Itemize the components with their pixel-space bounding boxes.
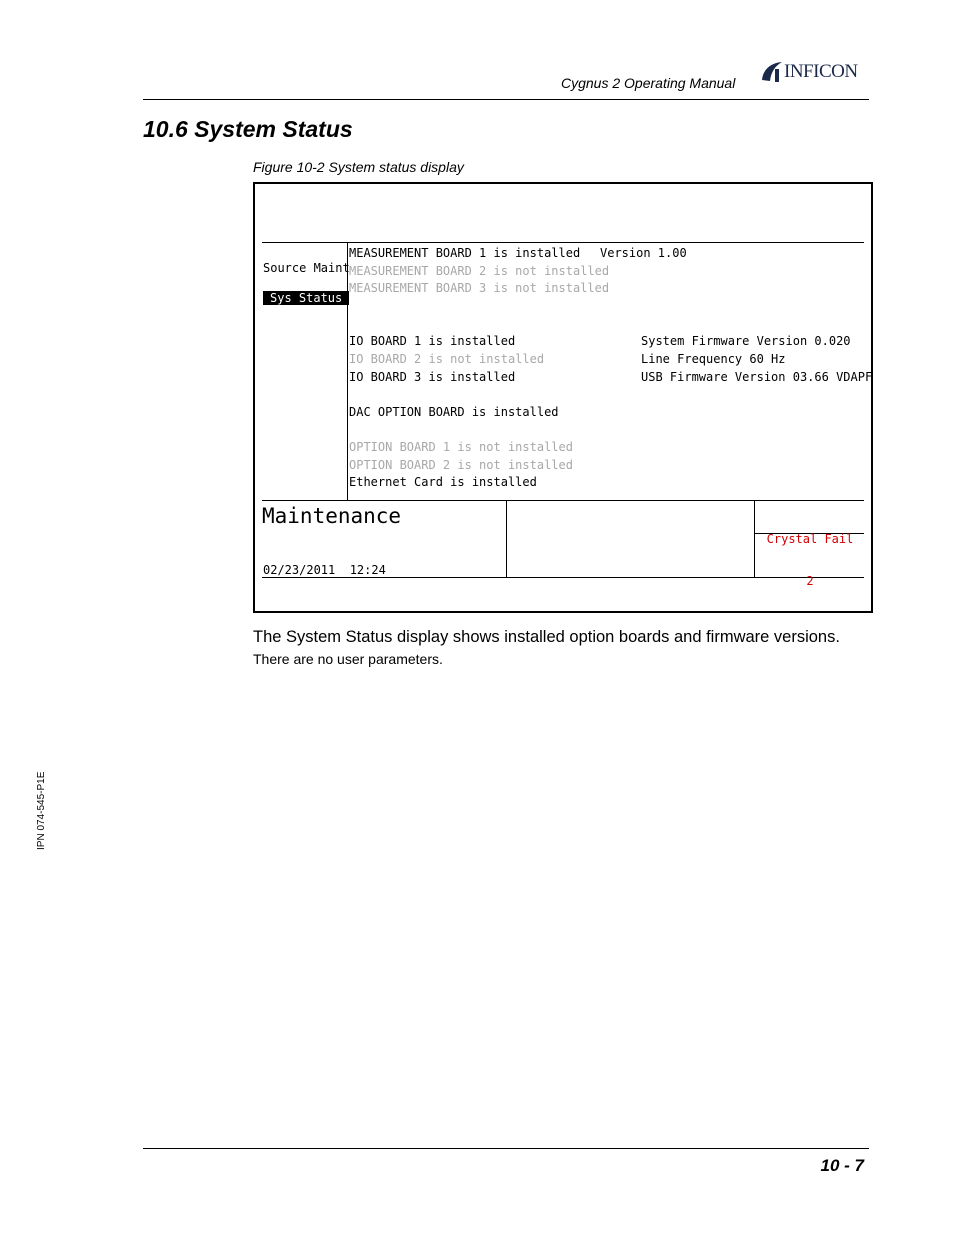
alarm-line-1: Crystal Fail bbox=[766, 532, 854, 546]
status-line-usb-firmware: USB Firmware Version 03.66 VDAPF bbox=[641, 370, 873, 384]
footer-rule bbox=[143, 1148, 869, 1149]
status-line-measurement-board-2: MEASUREMENT BOARD 2 is not installed bbox=[349, 264, 610, 278]
inficon-logo-icon bbox=[760, 60, 784, 84]
menu-item-source-maint[interactable]: Source Maint bbox=[263, 261, 350, 275]
status-divider-left bbox=[506, 500, 507, 577]
mode-title: Maintenance bbox=[262, 504, 402, 528]
status-line-system-firmware: System Firmware Version 0.020 bbox=[641, 334, 851, 348]
section-title: 10.6 System Status bbox=[143, 116, 353, 142]
status-line-version: Version 1.00 bbox=[600, 246, 687, 260]
status-line-io-board-3: IO BOARD 3 is installed bbox=[349, 370, 516, 384]
logo-wordmark: INFICON bbox=[784, 61, 858, 82]
status-line-io-board-1: IO BOARD 1 is installed bbox=[349, 334, 516, 348]
status-line-line-frequency: Line Frequency 60 Hz bbox=[641, 352, 786, 366]
alarm-crystal-fail bbox=[755, 504, 865, 616]
header-rule bbox=[143, 99, 869, 100]
body-paragraph-2: There are no user parameters. bbox=[253, 651, 443, 667]
status-bar-top-rule bbox=[262, 500, 864, 501]
page-number: 10 - 7 bbox=[820, 1156, 864, 1175]
date-time-readout: 02/23/2011 12:24 bbox=[263, 563, 386, 577]
status-line-measurement-board-1: MEASUREMENT BOARD 1 is installed bbox=[349, 246, 581, 260]
figure-caption: Figure 10-2 System status display bbox=[253, 159, 464, 175]
status-line-ethernet-card: Ethernet Card is installed bbox=[349, 475, 537, 489]
inficon-logo bbox=[760, 58, 872, 86]
body-paragraph-1: The System Status display shows installed option boards and firmware versions. bbox=[253, 628, 840, 646]
running-header-title: Cygnus 2 Operating Manual bbox=[561, 75, 736, 91]
status-line-measurement-board-3: MEASUREMENT BOARD 3 is not installed bbox=[349, 281, 610, 295]
status-line-io-board-2: IO BOARD 2 is not installed bbox=[349, 352, 545, 366]
status-line-option-board-2: OPTION BOARD 2 is not installed bbox=[349, 458, 573, 472]
system-status-screen bbox=[253, 182, 873, 613]
screen-top-rule bbox=[262, 242, 864, 243]
status-line-dac-option-board: DAC OPTION BOARD is installed bbox=[349, 405, 559, 419]
menu-item-sys-status[interactable]: Sys Status bbox=[263, 291, 349, 305]
alarm-line-2: 2 bbox=[806, 574, 814, 588]
document-id: IPN 074-545-P1E bbox=[36, 771, 47, 850]
menu-divider bbox=[347, 242, 348, 500]
status-line-option-board-1: OPTION BOARD 1 is not installed bbox=[349, 440, 573, 454]
